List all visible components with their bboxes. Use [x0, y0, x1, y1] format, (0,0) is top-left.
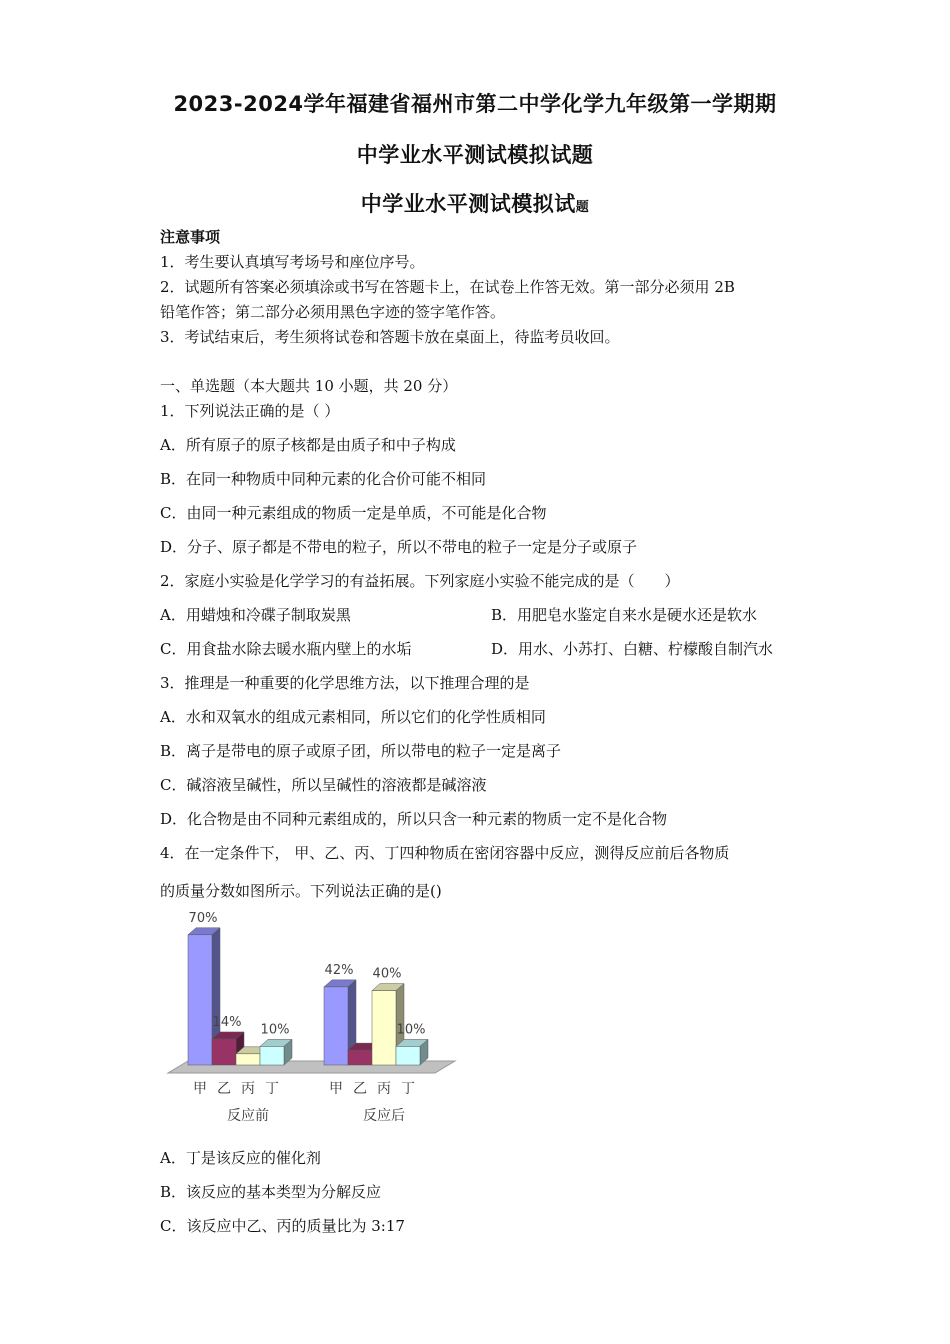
q2-stem: 2．家庭小实验是化学学习的有益拓展。下列家庭小实验不能完成的是（ ）	[160, 572, 680, 590]
category-tick-label: 甲	[329, 1081, 343, 1097]
title-line-3-main: 中学业水平测试模拟试	[360, 192, 576, 216]
data-label: 14%	[212, 1014, 242, 1030]
q2-option-a: A．用蜡烛和冷碟子制取炭黑	[160, 606, 351, 624]
q4-option-b: B．该反应的基本类型为分解反应	[160, 1183, 382, 1201]
bar-front	[188, 935, 212, 1065]
notice-item-1: 1．考生要认真填写考场号和座位序号。	[160, 253, 425, 271]
title-line-2: 中学业水平测试模拟试题	[356, 143, 594, 167]
category-tick-label: 乙	[353, 1081, 367, 1097]
title-line-3-tail: 题	[575, 200, 590, 215]
q1-option-c: C．由同一种元素组成的物质一定是单质，不可能是化合物	[160, 504, 547, 522]
notice-item-2: 2．试题所有答案必须填涂或书写在答题卡上，在试卷上作答无效。第一部分必须用 2B	[160, 278, 735, 296]
q1-option-b: B．在同一种物质中同种元素的化合价可能不相同	[160, 470, 487, 488]
q3-option-c: C．碱溶液呈碱性，所以呈碱性的溶液都是碱溶液	[160, 776, 487, 794]
bar-front	[348, 1050, 372, 1065]
q2-option-c: C．用食盐水除去暖水瓶内壁上的水垢	[160, 640, 412, 658]
category-tick-label: 丙	[241, 1081, 255, 1097]
notice-heading: 注意事项	[160, 228, 221, 246]
notice-item-2-cont: 铅笔作答；第二部分必须用黑色字迹的签字笔作答。	[160, 303, 506, 321]
bar-front	[396, 1046, 420, 1065]
q2-option-b: B．用肥皂水鉴定自来水是硬水还是软水	[491, 606, 758, 624]
q2-option-d: D．用水、小苏打、白糖、柠檬酸自制汽水	[491, 640, 774, 658]
bar-front	[372, 991, 396, 1065]
section-heading: 一、单选题（本大题共 10 小题，共 20 分）	[160, 377, 458, 395]
notice-item-3: 3．考试结束后，考生须将试卷和答题卡放在桌面上，待监考员收回。	[160, 328, 620, 346]
category-tick-label: 乙	[217, 1081, 231, 1097]
q4-option-a: A．丁是该反应的催化剂	[160, 1149, 321, 1167]
q1-option-d: D．分子、原子都是不带电的粒子，所以不带电的粒子一定是分子或原子	[160, 538, 638, 556]
q4-stem-line-2: 的质量分数如图所示。下列说法正确的是()	[160, 882, 442, 900]
bar-front	[212, 1039, 236, 1065]
q3-option-d: D．化合物是由不同种元素组成的，所以只含一种元素的物质一定不是化合物	[160, 810, 668, 828]
bar-反应后-丁	[396, 1039, 428, 1065]
group-label: 反应后	[363, 1108, 405, 1124]
q3-option-a: A．水和双氧水的组成元素相同，所以它们的化学性质相同	[160, 708, 546, 726]
bar-front	[236, 1054, 260, 1065]
category-tick-label: 丙	[377, 1081, 391, 1097]
bar-front	[324, 987, 348, 1065]
mass-fraction-bar-chart	[160, 905, 460, 1130]
data-label: 40%	[372, 966, 402, 982]
q4-stem-line-1: 4．在一定条件下， 甲、乙、丙、丁四种物质在密闭容器中反应，测得反应前后各物质	[160, 844, 730, 862]
group-label: 反应前	[227, 1108, 269, 1124]
category-tick-label: 丁	[265, 1081, 279, 1097]
category-tick-label: 丁	[401, 1081, 415, 1097]
q3-option-b: B．离子是带电的原子或原子团，所以带电的粒子一定是离子	[160, 742, 562, 760]
q4-option-c: C．该反应中乙、丙的质量比为 3:17	[160, 1217, 405, 1235]
q3-stem: 3．推理是一种重要的化学思维方法，以下推理合理的是	[160, 674, 530, 692]
category-tick-label: 甲	[193, 1081, 207, 1097]
data-label: 70%	[188, 910, 218, 926]
q1-stem: 1．下列说法正确的是（ ）	[160, 402, 340, 420]
bar-front	[260, 1046, 284, 1065]
data-label: 10%	[396, 1022, 426, 1038]
data-label: 42%	[324, 962, 354, 978]
bar-反应前-丁	[260, 1039, 292, 1065]
data-label: 10%	[260, 1022, 290, 1038]
title-line-1: 2023-2024学年福建省福州市第二中学化学九年级第一学期期	[173, 92, 777, 116]
title-line-3	[0, 188, 950, 218]
q1-option-a: A．所有原子的原子核都是由质子和中子构成	[160, 436, 456, 454]
